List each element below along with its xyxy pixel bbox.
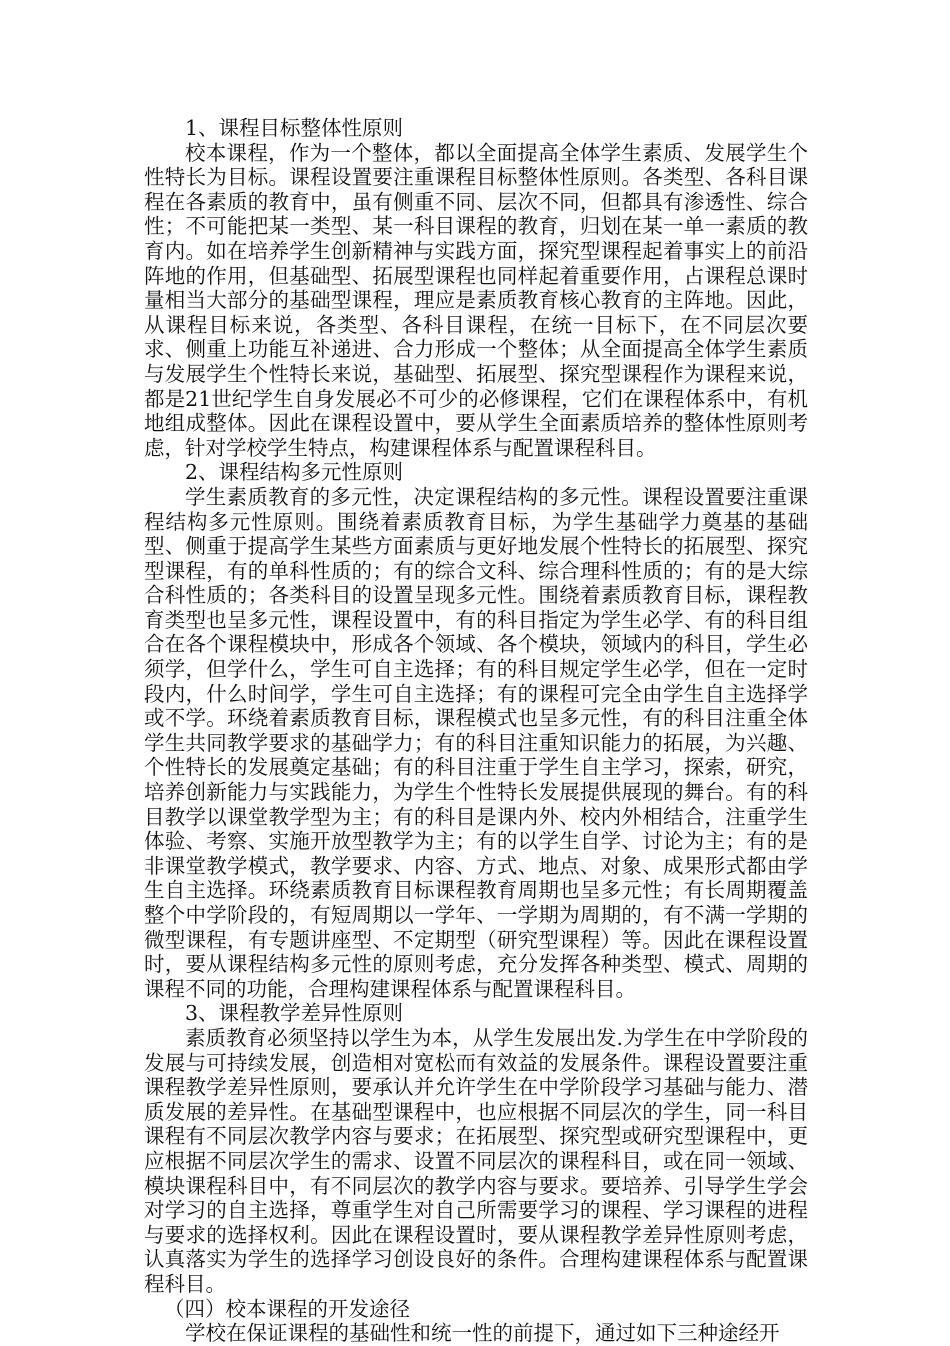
section-heading-4: （四）校本课程的开发途径 xyxy=(164,1296,410,1321)
document-body xyxy=(144,116,808,1346)
section-heading-1: 1、课程目标整体性原则 xyxy=(185,116,404,140)
section-heading-2: 2、课程结构多元性原则 xyxy=(185,460,404,485)
paragraph-2: 学生素质教育的多元性，决定课程结构的多元性。课程设置要注重课程结构多元性原则。围绕着素质教育目标，为学生基础学力奠基的基础型、侧重于提高学生某些方面素质与更好地发展个性特长的拓展型、探究型课程，有的单科性质的；有的综合文科、综合理科性质的；有的是大综合科性质的；各类科目的设置呈现多元性。围绕着素质教育目标，课程教育类型也呈多元性，课程设置中，有的科目指定为学生必学、有的科目组合在各个课程模块中，形成各个领域、各个模块，领域内的科目，学生必须学，但学什么，学生可自主选择；有的科目规定学生必学，但在一定时段内，什么时间学，学生可自主选择；有的课程可完全由学生自主选择学或不学。环绕着素质教育目标，课程模式也呈多元性，有的科目注重全体学生共同教学要求的基础学力；有的科目注重知识能力的拓展，为兴趣、个性特长的发展奠定基础；有的科目注重于学生自主学习，探索，研究，培养创新能力与实践能力，为学生个性特长发展提供展现的舞台。有的科目教学以课堂教学型为主；有的科目是课内外、校内外相结合，注重学生体验、考察、实施开放型教学为主；有的以学生自学、讨论为主；有的是非课堂教学模式，教学要求、内容、方式、地点、对象、成果形式都由学生自主选择。环绕素质教育目标课程教育周期也呈多元性；有长周期覆盖整个中学阶段的，有短周期以一学年、一学期为周期的，有不满一学期的微型课程，有专题讲座型、不定期型（研究型课程）等。因此在课程设置时，要从课程结构多元性的原则考虑，充分发挥各种类型、模式、周期的课程不同的功能，合理构建课程体系与配置课程科目。 xyxy=(144,484,808,1001)
paragraph-4: 学校在保证课程的基础性和统一性的前提下，通过如下三种途经开 xyxy=(185,1321,780,1346)
paragraph-1: 校本课程，作为一个整体，都以全面提高全体学生素质、发展学生个性特长为目标。课程设置要注重课程目标整体性原则。各类型、各科目课程在各素质的教育中，虽有侧重不同、层次不同，但都具有渗透性、综合性；不可能把某一类型、某一科目课程的教育，归划在某一单一素质的教育内。如在培养学生创新精神与实践方面，探究型课程起着事实上的前沿阵地的作用，但基础型、拓展型课程也同样起着重要作用，占课程总课时量相当大部分的基础型课程，理应是素质教育核心教育的主阵地。因此，从课程目标来说，各类型、各科目课程，在统一目标下，在不同层次要求、侧重上功能互补递进、合力形成一个整体；从全面提高全体学生素质与发展学生个性特长来说，基础型、拓展型、探究型课程作为课程来说，都是21世纪学生自身发展必不可少的必修课程，它们在课程体系中，有机地组成整体。因此在课程设置中，要从学生全面素质培养的整体性原则考虑，针对学校学生特点，构建课程体系与配置课程科目。 xyxy=(144,140,808,460)
paragraph-3: 素质教育必须坚持以学生为本，从学生发展出发.为学生在中学阶段的发展与可持续发展，创造相对宽松而有效益的发展条件。课程设置要注重课程教学差异性原则，要承认并允许学生在中学阶段学习基础与能力、潜质发展的差异性。在基础型课程中，也应根据不同层次的学生，同一科目课程有不同层次教学内容与要求；在拓展型、探究型或研究型课程中，更应根据不同层次学生的需求、设置不同层次的课程科目，或在同一领域、模块课程科目中，有不同层次的教学内容与要求。要培养、引导学生学会对学习的自主选择，尊重学生对自己所需要学习的课程、学习课程的进程与要求的选择权利。因此在课程设置时，要从课程教学差异性原则考虑，认真落实为学生的选择学习创设良好的条件。合理构建课程体系与配置课程科目。 xyxy=(144,1025,808,1296)
section-heading-3: 3、课程教学差异性原则 xyxy=(185,1001,404,1026)
